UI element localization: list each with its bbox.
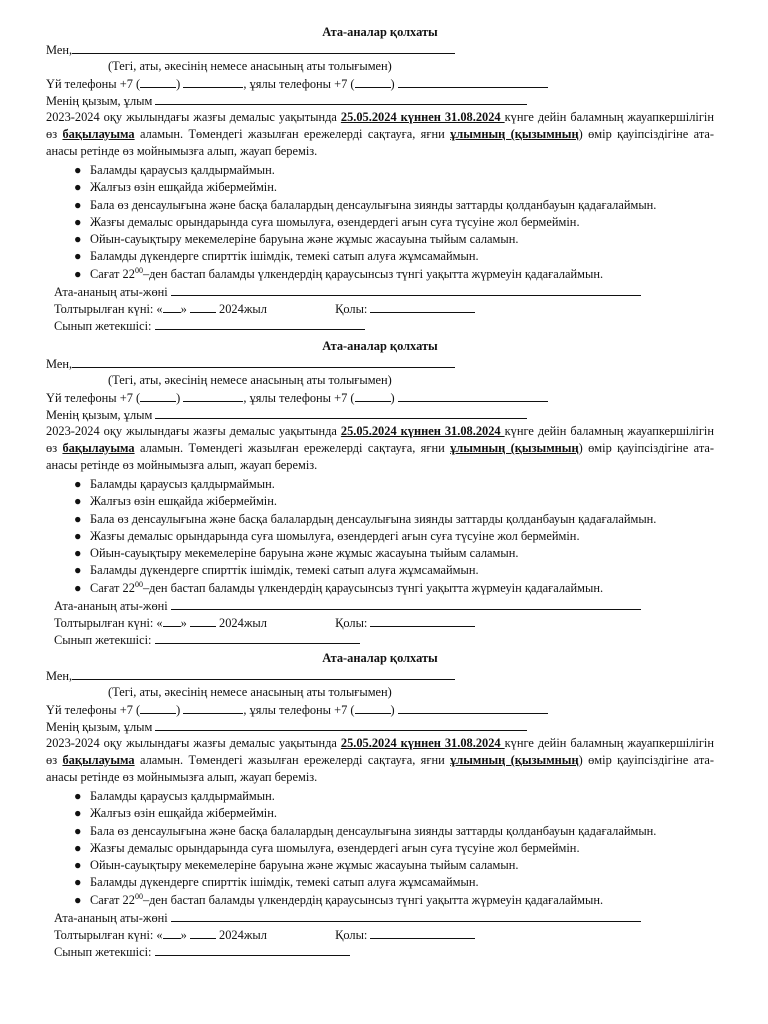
bullet-icon: ●: [74, 232, 82, 247]
rule-item: [74, 805, 714, 822]
para-text-4: ) өмір қауіпсіздігіне ата-анасы ретінде өз мойнымызға алып, жауап береміз.: [46, 127, 715, 158]
home-phone-label: Үй телефоны +7 (: [46, 77, 141, 91]
parent-name-line: [46, 909, 714, 926]
filled-year: 2024жыл: [215, 302, 267, 317]
bullet-icon: ●: [74, 580, 82, 595]
bullet-icon: ●: [74, 528, 82, 543]
rule-item: [74, 231, 714, 248]
date-range: 25.05.2024 күннен 31.08.2024: [340, 110, 505, 124]
curfew-text-b: –ден бастап баламды үлкендердің қараусынсыз түнгі уақытта жүрмеуін қадағалаймын.: [142, 892, 604, 907]
bullet-icon: ●: [74, 249, 82, 264]
filled-date-label: Толтырылған күні: «: [54, 616, 163, 631]
para-text-2: күнге дейін баламның жауапкершілігін өз: [46, 110, 714, 141]
date-signature-line: [46, 300, 714, 317]
rule-item: [74, 528, 714, 545]
rule-item-curfew: [74, 892, 714, 909]
curfew-minutes: 00: [134, 265, 143, 275]
phones-line: [46, 701, 714, 718]
rule-text: Жалғыз өзін ешқайда жібермеймін.: [90, 180, 277, 195]
para-text-2: күнге дейін баламның жауапкершілігін өз: [46, 736, 714, 767]
date-range: 25.05.2024 күннен 31.08.2024: [340, 736, 505, 750]
rule-item: [74, 179, 714, 196]
name-line: [46, 355, 714, 372]
child-line: [46, 718, 714, 735]
rule-text: Баламды дүкендерге спирттік ішімдік, темекі сатып алуға жұмсамаймын.: [90, 563, 479, 578]
curfew-text-a: Сағат 22: [90, 266, 135, 281]
para-text-1: 2023-2024 оқу жылындағы жазғы демалыс уақытында: [46, 736, 341, 750]
rule-item: [74, 562, 714, 579]
name-line: [46, 667, 714, 684]
bullet-icon: ●: [74, 546, 82, 561]
name-line: [46, 41, 714, 58]
bullet-icon: ●: [74, 477, 82, 491]
filled-year: 2024жыл: [215, 616, 267, 631]
month-field[interactable]: [190, 614, 216, 627]
filled-year: 2024жыл: [215, 928, 267, 943]
signature-field[interactable]: [370, 300, 475, 313]
rule-item: [74, 162, 714, 179]
month-field[interactable]: [190, 300, 216, 313]
name-note: (Тегі, аты, әкесінің немесе анасының аты толығымен): [108, 59, 392, 73]
para-text-1: 2023-2024 оқу жылындағы жазғы демалыс уақытында: [46, 424, 341, 438]
rules-list: [46, 162, 714, 283]
mobile-phone-field[interactable]: [398, 389, 548, 402]
parent-name-label: Ата-ананың аты-жөні: [54, 911, 168, 926]
mobile-phone-bracket: ): [390, 77, 395, 91]
form-title: Ата-аналар қолхаты: [322, 651, 438, 665]
form-title: Ата-аналар қолхаты: [322, 25, 438, 39]
mobile-phone-bracket: ): [390, 703, 395, 717]
agreement-paragraph: [46, 735, 714, 786]
mobile-phone-code-field[interactable]: [355, 75, 391, 88]
para-text-4: ) өмір қауіпсіздігіне ата-анасы ретінде өз мойнымызға алып, жауап береміз.: [46, 753, 715, 784]
rule-text: Жалғыз өзін ешқайда жібермеймін.: [90, 806, 277, 821]
men-label: Мен,: [46, 357, 73, 371]
bullet-icon: ●: [74, 494, 82, 509]
para-text-2: күнге дейін баламның жауапкершілігін өз: [46, 424, 714, 455]
name-note: (Тегі, аты, әкесінің немесе анасының аты толығымен): [108, 373, 392, 387]
curfew-minutes: 00: [134, 891, 143, 901]
phones-line: [46, 389, 714, 406]
rule-item: [74, 197, 714, 214]
curfew-text-b: –ден бастап баламды үлкендердің қараусынсыз түнгі уақытта жүрмеуін қадағалаймын.: [142, 580, 604, 595]
child-name-field[interactable]: [155, 92, 527, 105]
agreement-paragraph: [46, 109, 714, 160]
rule-text: Баламды дүкендерге спирттік ішімдік, темекі сатып алуға жұмсамаймын.: [90, 249, 479, 264]
bullet-icon: ●: [74, 266, 82, 281]
rule-text: Жазғы демалыс орындарында суға шомылуға, өзендердегі ағын суға түсуіне жол бермеймін.: [90, 214, 580, 229]
men-label: Мен,: [46, 43, 73, 57]
child-name-field[interactable]: [155, 406, 527, 419]
home-phone-code-field[interactable]: [140, 701, 176, 714]
bullet-icon: ●: [74, 511, 82, 526]
teacher-label: Сынып жетекшісі:: [54, 945, 152, 960]
rule-item: [74, 874, 714, 891]
mobile-phone-code-field[interactable]: [355, 701, 391, 714]
para-text-1: 2023-2024 оқу жылындағы жазғы демалыс уақытында: [46, 110, 341, 124]
child-line: [46, 406, 714, 423]
child-label: Менің қызым, ұлым: [46, 94, 153, 108]
para-text-4: ) өмір қауіпсіздігіне ата-анасы ретінде өз мойнымызға алып, жауап береміз.: [46, 441, 715, 472]
para-text-3: аламын. Төмендегі жазылған ережелерді сақтауға, яғни: [134, 753, 451, 767]
rules-list: [46, 788, 714, 909]
rule-text: Жазғы демалыс орындарында суға шомылуға, өзендердегі ағын суға түсуіне жол бермеймін.: [90, 840, 580, 855]
child-label: Менің қызым, ұлым: [46, 720, 153, 734]
rule-item: [74, 840, 714, 857]
parent-name-field[interactable]: [171, 283, 641, 296]
rule-text: Бала өз денсаулығына және басқа балалардың денсаулығына зиянды заттарды қолданбауын қадағалаймын.: [90, 823, 657, 838]
teacher-field[interactable]: [155, 317, 365, 330]
bullet-icon: ●: [74, 789, 82, 803]
mobile-phone-label: , ұялы телефоны +7 (: [243, 391, 355, 405]
rule-item: [74, 511, 714, 528]
home-phone-field[interactable]: [183, 701, 243, 714]
home-phone-bracket: ): [176, 77, 181, 91]
date-range: 25.05.2024 күннен 31.08.2024: [340, 424, 505, 438]
bullet-icon: ●: [74, 892, 82, 907]
signature-label: Қолы:: [335, 928, 368, 943]
child-word: ұлымның (қызымның: [450, 127, 579, 141]
bullet-icon: ●: [74, 823, 82, 838]
filled-date-mid: »: [180, 616, 190, 631]
day-field[interactable]: [163, 926, 181, 939]
rule-text: Ойын-сауықтыру мекемелеріне баруына және жұмыс жасауына тыйым саламын.: [90, 858, 519, 873]
teacher-line: [46, 943, 714, 960]
rule-text: Бала өз денсаулығына және басқа балалардың денсаулығына зиянды заттарды қолданбауын қадағалаймын.: [90, 197, 657, 212]
filled-date-mid: »: [180, 928, 190, 943]
signature-field[interactable]: [370, 614, 475, 627]
parent-name-line: [46, 283, 714, 300]
bullet-icon: ●: [74, 563, 82, 578]
mobile-phone-field[interactable]: [398, 701, 548, 714]
full-name-field[interactable]: [72, 667, 455, 680]
rule-text: Баламды дүкендерге спирттік ішімдік, темекі сатып алуға жұмсамаймын.: [90, 875, 479, 890]
child-word: ұлымның (қызымның: [450, 753, 579, 767]
filled-date-mid: »: [180, 302, 190, 317]
mobile-phone-bracket: ): [390, 391, 395, 405]
teacher-line: [46, 631, 714, 648]
rule-text: Ойын-сауықтыру мекемелеріне баруына және жұмыс жасауына тыйым саламын.: [90, 546, 519, 561]
curfew-text-b: –ден бастап баламды үлкендердің қараусынсыз түнгі уақытта жүрмеуін қадағалаймын.: [142, 266, 604, 281]
rule-item: [74, 476, 714, 493]
rule-item: [74, 248, 714, 265]
phones-line: [46, 75, 714, 92]
child-word: ұлымның (қызымның: [450, 441, 579, 455]
rule-item-curfew: [74, 580, 714, 597]
date-signature-line: [46, 614, 714, 631]
bullet-icon: ●: [74, 858, 82, 873]
curfew-minutes: 00: [134, 579, 143, 589]
mobile-phone-code-field[interactable]: [355, 389, 391, 402]
full-name-field[interactable]: [72, 41, 455, 54]
bullet-icon: ●: [74, 197, 82, 212]
receipt-form-3: [46, 650, 714, 960]
signature-label: Қолы:: [335, 302, 368, 317]
date-signature-line: [46, 926, 714, 943]
receipt-form-2: [46, 338, 714, 648]
rule-text: Баламды қараусыз қалдырмаймын.: [90, 789, 275, 803]
rules-list: [46, 476, 714, 597]
bullet-icon: ●: [74, 875, 82, 890]
receipt-form-1: [46, 24, 714, 334]
rule-item: [74, 857, 714, 874]
parent-name-field[interactable]: [171, 597, 641, 610]
bullet-icon: ●: [74, 214, 82, 229]
rule-text: Ойын-сауықтыру мекемелеріне баруына және жұмыс жасауына тыйым саламын.: [90, 232, 519, 247]
child-line: [46, 92, 714, 109]
curfew-text-a: Сағат 22: [90, 580, 135, 595]
mobile-phone-field[interactable]: [398, 75, 548, 88]
rule-text: Баламды қараусыз қалдырмаймын.: [90, 477, 275, 491]
curfew-text-a: Сағат 22: [90, 892, 135, 907]
control-word: бақылауыма: [62, 127, 135, 141]
parent-name-label: Ата-ананың аты-жөні: [54, 599, 168, 614]
full-name-field[interactable]: [72, 355, 455, 368]
para-text-3: аламын. Төмендегі жазылған ережелерді сақтауға, яғни: [134, 127, 451, 141]
teacher-line: [46, 317, 714, 334]
rule-text: Бала өз денсаулығына және басқа балалардың денсаулығына зиянды заттарды қолданбауын қадағалаймын.: [90, 511, 657, 526]
day-field[interactable]: [163, 300, 181, 313]
child-label: Менің қызым, ұлым: [46, 408, 153, 422]
rule-text: Баламды қараусыз қалдырмаймын.: [90, 163, 275, 177]
home-phone-label: Үй телефоны +7 (: [46, 391, 141, 405]
form-title: Ата-аналар қолхаты: [322, 339, 438, 353]
agreement-paragraph: [46, 423, 714, 474]
mobile-phone-label: , ұялы телефоны +7 (: [243, 703, 355, 717]
rule-item: [74, 214, 714, 231]
signature-field[interactable]: [370, 926, 475, 939]
rule-item-curfew: [74, 266, 714, 283]
parent-name-field[interactable]: [171, 909, 641, 922]
rule-text: Жалғыз өзін ешқайда жібермеймін.: [90, 494, 277, 509]
rule-item: [74, 788, 714, 805]
home-phone-code-field[interactable]: [140, 389, 176, 402]
home-phone-field[interactable]: [183, 75, 243, 88]
rule-item: [74, 545, 714, 562]
name-note: (Тегі, аты, әкесінің немесе анасының аты толығымен): [108, 685, 392, 699]
home-phone-label: Үй телефоны +7 (: [46, 703, 141, 717]
parent-name-line: [46, 597, 714, 614]
mobile-phone-label: , ұялы телефоны +7 (: [243, 77, 355, 91]
home-phone-code-field[interactable]: [140, 75, 176, 88]
teacher-label: Сынып жетекшісі:: [54, 319, 152, 334]
bullet-icon: ●: [74, 163, 82, 177]
home-phone-bracket: ): [176, 703, 181, 717]
teacher-field[interactable]: [155, 943, 350, 956]
rule-item: [74, 493, 714, 510]
home-phone-bracket: ): [176, 391, 181, 405]
signature-label: Қолы:: [335, 616, 368, 631]
para-text-3: аламын. Төмендегі жазылған ережелерді сақтауға, яғни: [134, 441, 451, 455]
teacher-field[interactable]: [155, 631, 360, 644]
bullet-icon: ●: [74, 840, 82, 855]
home-phone-field[interactable]: [183, 389, 243, 402]
control-word: бақылауыма: [62, 753, 135, 767]
rule-text: Жазғы демалыс орындарында суға шомылуға, өзендердегі ағын суға түсуіне жол бермеймін.: [90, 528, 580, 543]
month-field[interactable]: [190, 926, 216, 939]
day-field[interactable]: [163, 614, 181, 627]
child-name-field[interactable]: [155, 718, 527, 731]
filled-date-label: Толтырылған күні: «: [54, 302, 163, 317]
parent-name-label: Ата-ананың аты-жөні: [54, 285, 168, 300]
control-word: бақылауыма: [62, 441, 135, 455]
men-label: Мен,: [46, 669, 73, 683]
rule-item: [74, 823, 714, 840]
filled-date-label: Толтырылған күні: «: [54, 928, 163, 943]
bullet-icon: ●: [74, 806, 82, 821]
bullet-icon: ●: [74, 180, 82, 195]
teacher-label: Сынып жетекшісі:: [54, 633, 152, 648]
